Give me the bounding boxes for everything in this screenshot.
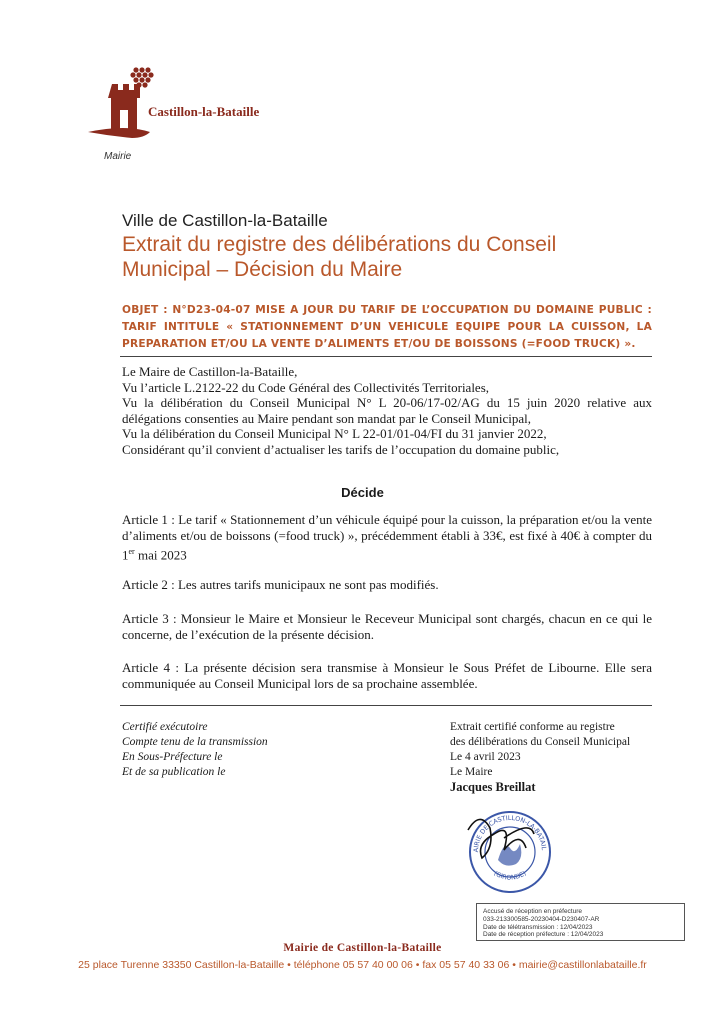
logo-subtitle: Mairie: [104, 151, 132, 162]
divider-top: [120, 356, 652, 357]
article-4: Article 4 : La présente décision sera transmise à Monsieur le Sous Préfet de Libourne. Elle sera communiquée au Conseil Municipal lors de sa prochaine assemblée.: [122, 660, 652, 691]
preamble-line: Vu la délibération du Conseil Municipal N° L 20-06/17-02/AG du 15 juin 2020 relative aux délégations consenties au Maire pendant son mandat par le Conseil Municipal,: [122, 395, 652, 426]
cert-left-line: En Sous-Préfecture le: [122, 751, 223, 763]
mayor-name: Jacques Breillat: [450, 780, 536, 794]
article-1: [122, 512, 652, 563]
cert-date: Le 4 avril 2023: [450, 751, 521, 763]
article-2: Article 2 : Les autres tarifs municipaux ne sont pas modifiés.: [122, 577, 439, 592]
receipt-line: Accusé de réception en préfecture: [483, 908, 583, 915]
receipt-line: 033-213300585-20230404-D230407-AR: [483, 915, 600, 923]
certification-left: [122, 720, 352, 780]
certification-right: [450, 720, 670, 795]
subject-line: OBJET : N°D23-04-07 MISE A JOUR DU TARIF DE L’OCCUPATION DU DOMAINE PUBLIC : TARIF INTITULE « STATIONNEMENT D’UN VEHICULE EQUIPE POUR LA CUISSON, LA PREPARATION ET/OU LA VENTE D’ALIMENTS ET/OU DE BOISSONS (=FOOD TRUCK) ».: [122, 304, 652, 350]
article-1-end: mai 2023: [134, 547, 187, 563]
title-line-1: Extrait du registre des délibérations du Conseil: [122, 233, 557, 256]
preamble-line: Vu la délibération du Conseil Municipal N° L 22-01/01-04/FI du 31 janvier 2022,: [122, 426, 547, 441]
official-stamp: [460, 800, 560, 900]
preamble-line: Vu l’article L.2122-22 du Code Général des Collectivités Territoriales,: [122, 379, 490, 395]
cert-right-line-2: des délibérations du Conseil Municipal: [450, 736, 631, 748]
receipt-line: Date de réception préfecture : 12/04/2023: [483, 931, 604, 939]
document-title: [122, 232, 642, 282]
decision-heading: Décide: [341, 485, 384, 500]
article-1-sup: er: [128, 547, 135, 556]
cert-left-line: Compte tenu de la transmission: [122, 736, 268, 748]
divider-bottom: [120, 705, 652, 706]
stamp-seal-icon: [460, 800, 560, 900]
municipal-logo: [86, 62, 296, 172]
cert-left-line: Certifié exécutoire: [122, 721, 208, 733]
article-3: Article 3 : Monsieur le Maire et Monsieur le Receveur Municipal sont chargés, chacun en ce qui le concerne, de l’exécution de la présente décision.: [122, 611, 652, 642]
title-line-2: Municipal – Décision du Maire: [122, 258, 403, 281]
footer-name: Mairie de Castillon-la-Bataille: [283, 942, 442, 954]
town-heading: Ville de Castillon-la-Bataille: [122, 211, 328, 230]
cert-right-line-1: Extrait certifié conforme au registre: [450, 721, 615, 733]
mayor-role: Le Maire: [450, 766, 493, 778]
cert-left-line: Et de sa publication le: [122, 766, 226, 778]
stamp-top-text: AIRIE DE CASTILLON-LA-BATAIL: [471, 813, 548, 853]
preamble-line: Considérant qu’il convient d’actualiser les tarifs de l’occupation du domaine public,: [122, 441, 560, 457]
preamble-line: Le Maire de Castillon-la-Bataille,: [122, 364, 298, 379]
stamp-bottom-text: (GIRONDE): [492, 869, 528, 882]
preamble: [122, 364, 652, 457]
footer-address: 25 place Turenne 33350 Castillon-la-Bataille • téléphone 05 57 40 00 06 • fax 05 57 40 33 06 • mairie@castillonlabataille.fr: [78, 959, 647, 971]
prefecture-receipt: [476, 903, 685, 941]
receipt-line: Date de télétransmission : 12/04/2023: [483, 923, 593, 931]
article-1-text: Article 1 : Le tarif « Stationnement d’un véhicule équipé pour la cuisson, la préparation et/ou la vente d’aliments et/ou de boissons (=food truck) », précédemment établi à 33€, est fixé à 40€ à compter du 1: [122, 512, 652, 563]
logo-town-name: Castillon-la-Bataille: [148, 104, 260, 119]
